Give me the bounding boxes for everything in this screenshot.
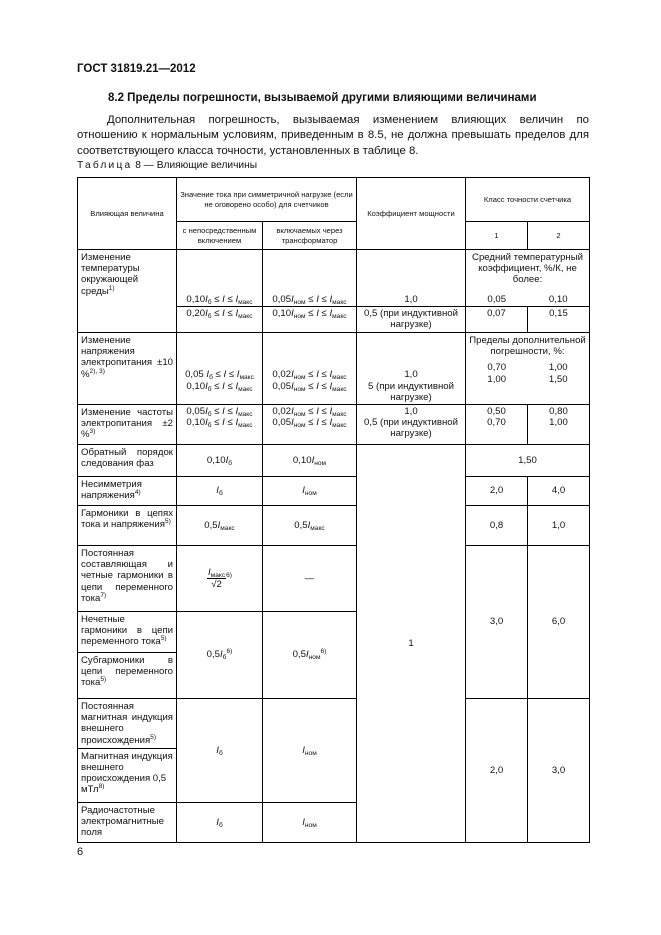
row-rf-direct: $I_б$ [177, 802, 263, 842]
row-temp-trans-1: $0,05I_{ном} \le I \le I_{макс}$ [263, 250, 357, 307]
head-pf: Коэффициент мощности [357, 178, 466, 250]
row-odd-label: Нечетные гармоники в цепи переменного тока$^{5)}$ [78, 612, 177, 653]
head-direct: с непосредственным включением [177, 222, 263, 250]
row-voltage-label: Изменение напряжения электропитания ±10 %$^{2), 3)}$ [78, 333, 177, 405]
row-temp-c2-2: 0,15 [528, 307, 590, 333]
pf-shared: 1 [357, 445, 466, 843]
row-magc-label: Постоянная магнитная индукция внешнего происхождения$^{5)}$ [78, 699, 177, 749]
head-transformer: включаемых через трансформатор [263, 222, 357, 250]
caption-prefix: Таблица [77, 160, 133, 171]
row-temp-pf-2: 0,5 (при индуктивной нагрузке) [357, 307, 466, 333]
head-class-1: 1 [466, 222, 528, 250]
row-temp-acc-1: Средний температурный коэффициент, %/К, не более: 0,05 0,10 [466, 250, 590, 307]
row-freq-c1: 0,50 0,70 [466, 405, 528, 445]
document-header: ГОСТ 31819.21—2012 [77, 63, 196, 75]
row-freq-trans: $0,02I_{ном} \le I \le I_{макс}$ $0,05I_{ном} \le I \le I_{макс}$ [263, 405, 357, 445]
table-caption [77, 160, 257, 171]
page-number: 6 [77, 846, 84, 858]
row-phase-direct: $0,10I_б$ [177, 445, 263, 477]
row-phase-trans: $0,10I_{ном}$ [263, 445, 357, 477]
row-freq-direct: $0,05I_б \le I \le I_{макс}$ $0,10I_б \le I \le I_{макс}$ [177, 405, 263, 445]
row-subh-label: Субгармоники в цепи переменного тока$^{5)}$ [78, 653, 177, 699]
row-odd-direct: $0,5I_б^{6)}$ [177, 612, 263, 699]
row-maga-label: Магнитная индукция внешнего происхождения 0,5 мТл$^{8)}$ [78, 748, 177, 802]
row-harm-c1: 0,8 [466, 506, 528, 546]
group1-c1: 3,0 [466, 546, 528, 699]
section-title: 8.2 Пределы погрешности, вызываемой другими влияющими величинами [108, 92, 537, 104]
head-quantity: Влияющая величина [78, 178, 177, 250]
row-odd-trans: $0,5I_{ном}^{6)}$ [263, 612, 357, 699]
head-accuracy: Класс точности счетчика [466, 178, 590, 222]
row-temp-trans-2: $0,10I_{ном} \le I \le I_{макс}$ [263, 307, 357, 333]
row-harm-trans: $0,5I_{макс}$ [263, 506, 357, 546]
influence-table [77, 177, 590, 843]
row-asym-direct: $I_б$ [177, 477, 263, 506]
row-asym-trans: $I_{ном}$ [263, 477, 357, 506]
row-temp-direct-1: $0,10I_б \le I \le I_{макс}$ [177, 250, 263, 307]
row-dc-trans: — [263, 546, 357, 612]
row-asym-label: Несимметрия напряжения$^{4)}$ [78, 477, 177, 506]
row-asym-c1: 2,0 [466, 477, 528, 506]
row-freq-c2: 0,80 1,00 [528, 405, 590, 445]
row-rf-label: Радиочастотные электромагнитные поля [78, 802, 177, 842]
row-harm-c2: 1,0 [528, 506, 590, 546]
body-paragraph: Дополнительная погрешность, вызываемая изменением влияющих величин по отношению к нормальным условиям, приведенным в 8.5, не должна превышать пределов для соответствующего класса точности, установленных в таблице 8. [77, 114, 589, 157]
row-rf-trans: $I_{ном}$ [263, 802, 357, 842]
row-voltage-pf: 1,0 5 (при индуктивной нагрузке) [357, 333, 466, 405]
row-freq-label: Изменение частоты электропитания ±2 %$^{3)}$ [78, 405, 177, 445]
caption-text: 8 — Влияющие величины [135, 160, 258, 171]
row-dc-label: Постоянная составляющая и четные гармоники в цепи переменного тока$^{7)}$ [78, 546, 177, 612]
row-voltage-acc: Пределы дополнительной погрешности, %: 0,70 1,00 1,00 1,50 [466, 333, 590, 405]
row-temp-c1-2: 0,07 [466, 307, 528, 333]
row-asym-c2: 4,0 [528, 477, 590, 506]
row-temp-direct-2: $0,20I_б \le I \le I_{макс}$ [177, 307, 263, 333]
row-voltage-trans: $0,02I_{ном} \le I \le I_{макс}$ $0,05I_{ном} \le I \le I_{макс}$ [263, 333, 357, 405]
row-dc-direct: $\frac{I_{макс}}{√2}$ $^{6)}$ [177, 546, 263, 612]
row-freq-pf: 1,0 0,5 (при индуктивной нагрузке) [357, 405, 466, 445]
row-phase-value: 1,50 [466, 445, 590, 477]
row-mag-direct: $I_б$ [177, 699, 263, 803]
sqrt-fraction: $\frac{I_{макс}}{√2}$ [207, 567, 226, 590]
row-mag-trans: $I_{ном}$ [263, 699, 357, 803]
row-harm-direct: $0,5I_{макс}$ [177, 506, 263, 546]
row-phase-label: Обратный порядок следования фаз [78, 445, 177, 477]
row-temp-label: Изменение температуры окружающей среды$^{1)}$ [78, 250, 177, 333]
head-current: Значение тока при симметричной нагрузке (если не оговорено особо) для счетчиков [177, 178, 357, 222]
row-voltage-direct: 0,05 $I_б \le I \le I_{макс}$ $0,10I_б \le I \le I_{макс}$ [177, 333, 263, 405]
row-temp-pf-1: 1,0 [357, 250, 466, 307]
head-class-2: 2 [528, 222, 590, 250]
group1-c2: 6,0 [528, 546, 590, 699]
group2-c1: 2,0 [466, 699, 528, 843]
group2-c2: 3,0 [528, 699, 590, 843]
row-harm-label: Гармоники в цепях тока и напряжения$^{5)}$ [78, 506, 177, 546]
